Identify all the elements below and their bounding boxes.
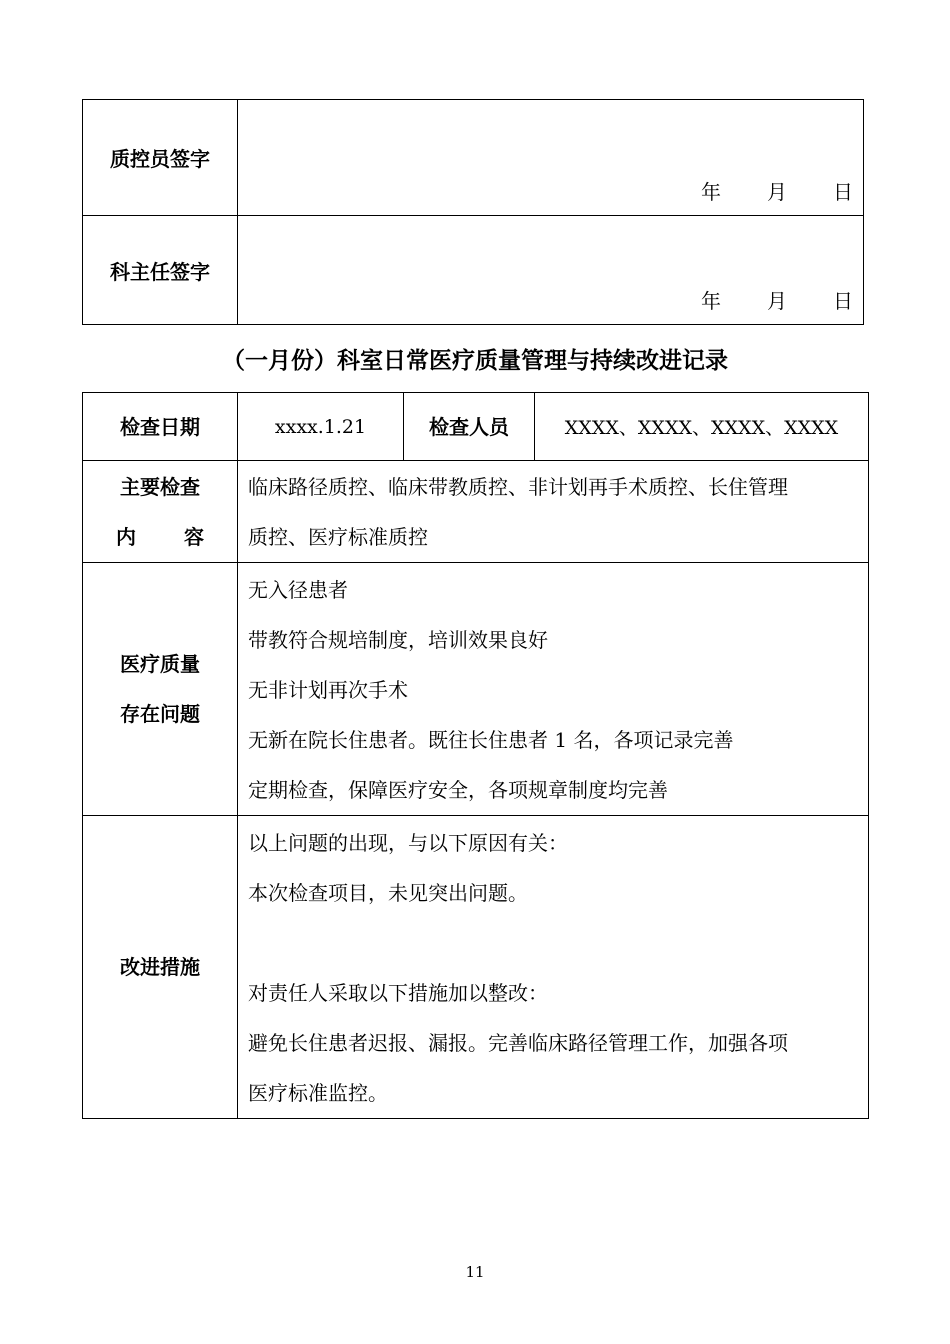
main-content-label-line1: 主要检查	[120, 474, 200, 499]
problem-line: 定期检查，保障医疗安全，各项规章制度均完善	[248, 778, 668, 802]
problems-text	[238, 563, 869, 816]
main-content-text	[238, 461, 869, 563]
inspector-label: 检查人员	[404, 393, 535, 461]
problem-line: 无入径患者	[248, 578, 348, 602]
improvement-text	[238, 816, 869, 1119]
year-label: 年	[701, 289, 721, 313]
month-label: 月	[767, 289, 787, 313]
page-number: 11	[465, 1263, 485, 1281]
main-content-label	[83, 461, 238, 563]
problems-label	[83, 563, 238, 816]
main-content-label-line2	[116, 512, 204, 562]
problem-line: 带教符合规培制度，培训效果良好	[248, 628, 548, 652]
improvement-line: 避免长住患者迟报、漏报。完善临床路径管理工作，加强各项	[248, 1031, 788, 1055]
day-label: 日	[833, 180, 853, 204]
qc-signature-date	[701, 176, 853, 205]
main-content-line: 质控、医疗标准质控	[248, 524, 428, 549]
record-title: （一月份）科室日常医疗质量管理与持续改进记录	[222, 348, 728, 374]
qc-signature-field[interactable]	[238, 100, 864, 216]
qc-signature-label: 质控员签字	[83, 100, 238, 216]
inspector-value: XXXX、XXXX、XXXX、XXXX	[535, 393, 869, 461]
signature-table	[82, 99, 864, 325]
day-label: 日	[833, 289, 853, 313]
date-label: 检查日期	[83, 393, 238, 461]
month-label: 月	[767, 180, 787, 204]
improvement-line: 本次检查项目，未见突出问题。	[248, 881, 528, 905]
director-signature-field[interactable]	[238, 216, 864, 325]
main-content-line: 临床路径质控、临床带教质控、非计划再手术质控、长住管理	[248, 474, 788, 499]
director-signature-date	[701, 285, 853, 314]
date-value: xxxx.1.21	[238, 393, 404, 461]
problems-label-line2: 存在问题	[120, 702, 200, 726]
problems-label-line1: 医疗质量	[120, 652, 200, 676]
quality-record-table	[82, 392, 869, 1119]
problem-line: 无新在院长住患者。既往长住患者 1 名，各项记录完善	[248, 728, 734, 752]
improvement-label: 改进措施	[83, 816, 238, 1119]
improvement-line: 医疗标准监控。	[248, 1081, 388, 1105]
problem-line: 无非计划再次手术	[248, 678, 408, 702]
director-signature-label: 科主任签字	[83, 216, 238, 325]
label-char-nei: 内	[116, 524, 136, 549]
label-char-rong: 容	[184, 524, 204, 549]
year-label: 年	[701, 180, 721, 204]
improvement-line: 以上问题的出现，与以下原因有关：	[248, 831, 568, 855]
improvement-blank-line	[248, 918, 868, 968]
improvement-line: 对责任人采取以下措施加以整改：	[248, 981, 548, 1005]
